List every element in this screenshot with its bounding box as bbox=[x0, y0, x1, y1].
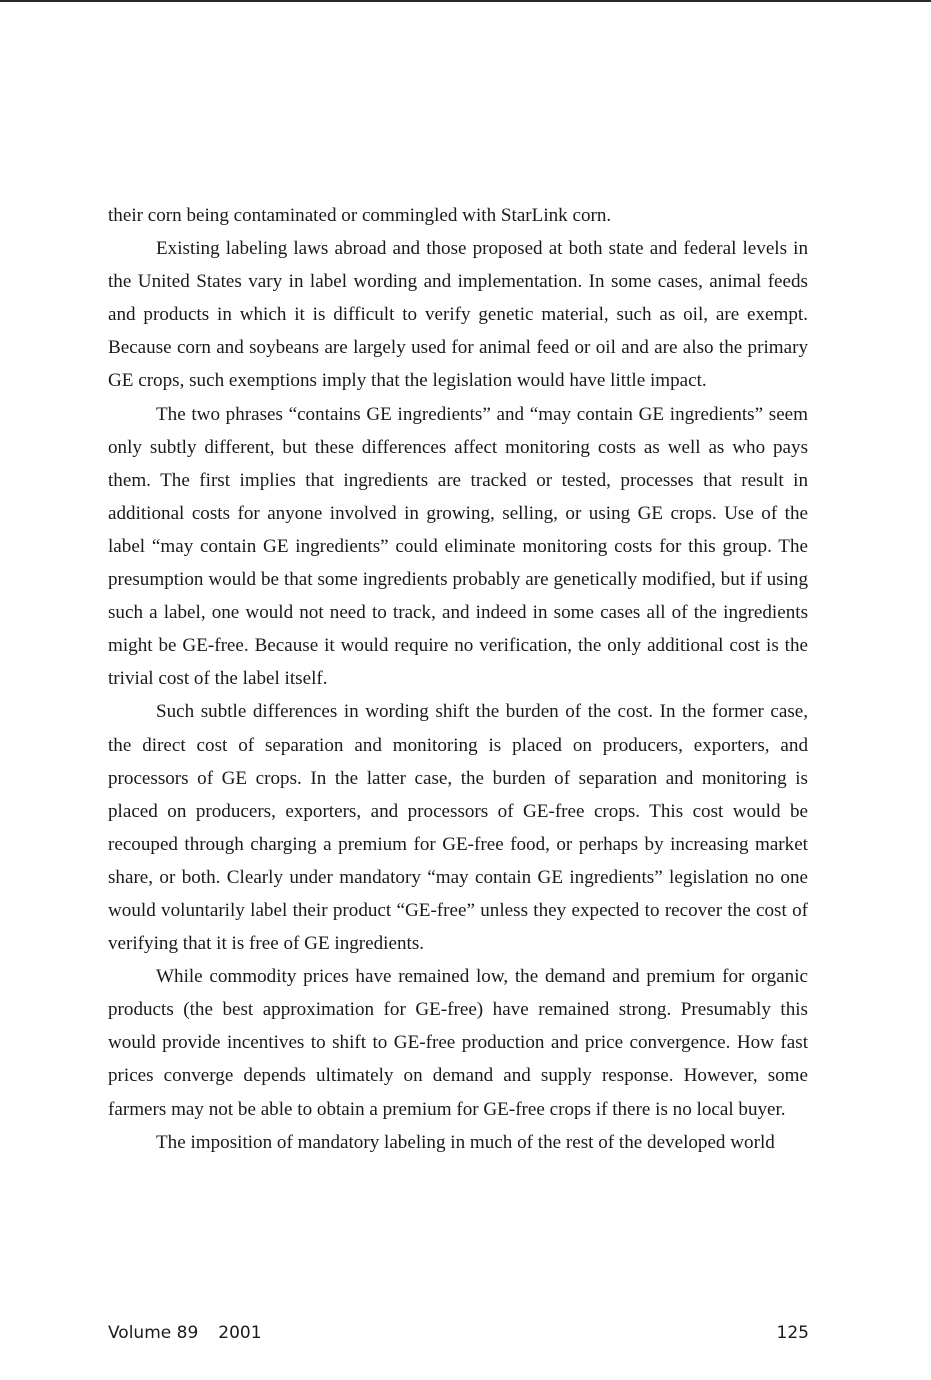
paragraph-mandatory-labeling: The imposition of mandatory labeling in much of the rest of the developed world bbox=[156, 1131, 775, 1153]
page-number: 125 bbox=[776, 1323, 809, 1343]
top-rule bbox=[0, 0, 931, 2]
paragraph-labeling-laws: Existing labeling laws abroad and those proposed at both state and federal levels in the United States vary in label wording and implementation. In some cases, animal feeds and products in which it is difficult to verify genetic material, such as oil, are exempt. Because corn and soybeans are largely used for animal feed or oil and are also the primary GE crops, such exemptions imply that the legislation would have little impact. bbox=[108, 238, 808, 392]
body-text bbox=[108, 199, 808, 1159]
paragraph-burden-of-cost: Such subtle differences in wording shift the burden of the cost. In the former case, the direct cost of separation and monitoring is placed on producers, exporters, and processors of GE crops. In the latter case, the burden of separation and monitoring is placed on producers, exporters, and processors of GE-free crops. This cost would be recouped through charging a premium for GE-free food, or perhaps by increasing market share, or both. Clearly under mandatory “may contain GE ingredients” legislation no one would voluntarily label their product “GE-free” unless they expected to recover the cost of verifying that it is free of GE ingredients. bbox=[108, 701, 808, 955]
paragraph-commodity-prices: While commodity prices have remained low, the demand and premium for organic products (the best approximation for GE-free) have remained strong. Presumably this would provide incentives to shift to GE-free production and price convergence. How fast prices converge depends ultimately on demand and supply response. However, some farmers may not be able to obtain a premium for GE-free crops if there is no local buyer. bbox=[108, 966, 808, 1120]
paragraph-continued: their corn being contaminated or commingled with StarLink corn. bbox=[108, 205, 612, 226]
paragraph-two-phrases: The two phrases “contains GE ingredients” and “may contain GE ingredients” seem only subtly different, but these differences affect monitoring costs as well as who pays them. The first implies that ingredients are tracked or tested, processes that result in additional costs for anyone involved in growing, selling, or using GE crops. Use of the label “may contain GE ingredients” could eliminate monitoring costs for this group. The presumption would be that some ingredients probably are genetically modified, but if using such a label, one would not need to track, and indeed in some cases all of the ingredients might be GE-free. Because it would require no verification, the only additional cost is the trivial cost of the label itself. bbox=[108, 403, 808, 690]
volume-label: Volume 89 bbox=[108, 1323, 199, 1343]
footer-volume-info bbox=[108, 1323, 262, 1343]
year-label: 2001 bbox=[218, 1323, 262, 1343]
